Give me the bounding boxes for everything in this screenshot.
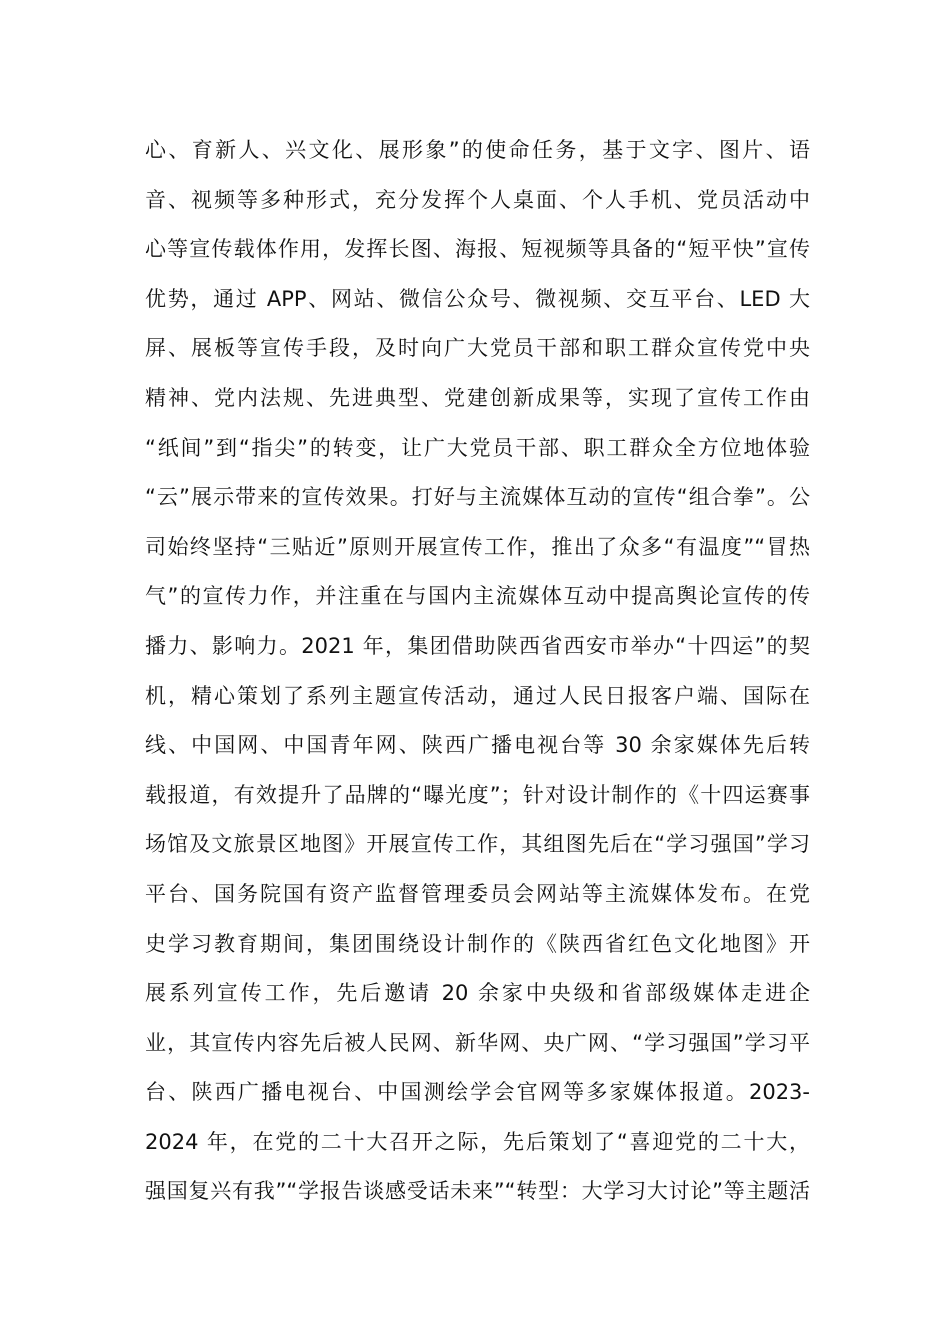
text-line: 音、视频等多种形式，充分发挥个人桌面、个人手机、党员活动中 [145,187,810,212]
text-line: 气”的宣传力作，并注重在与国内主流媒体互动中提高舆论宣传的传 [145,584,810,609]
text-line: 平台、国务院国有资产监督管理委员会网站等主流媒体发布。在党 [145,881,810,906]
text-line: 业，其宣传内容先后被人民网、新华网、央广网、“学习强国”学习平 [145,1030,810,1055]
text-line: 展系列宣传工作，先后邀请 20 余家中央级和省部级媒体走进企 [145,981,810,1006]
text-line: 强国复兴有我”“学报告谈感受话未来”“转型：大学习大讨论”等主题活 [145,1179,810,1204]
text-line: 2024 年，在党的二十大召开之际，先后策划了“喜迎党的二十大， [145,1129,810,1154]
text-line: 场馆及文旅景区地图》开展宣传工作，其组图先后在“学习强国”学习 [145,832,810,857]
text-line: 心、育新人、兴文化、展形象”的使命任务，基于文字、图片、语 [145,138,810,162]
text-line: 史学习教育期间，集团围绕设计制作的《陕西省红色文化地图》开 [145,931,810,956]
text-line: 台、陕西广播电视台、中国测绘学会官网等多家媒体报道。2023- [145,1080,810,1105]
body-paragraph [145,126,810,1217]
text-line: 精神、党内法规、先进典型、党建创新成果等，实现了宣传工作由 [145,385,810,410]
text-line: 优势，通过 APP、网站、微信公众号、微视频、交互平台、LED 大 [145,286,810,311]
text-line: 机，精心策划了系列主题宣传活动，通过人民日报客户端、国际在 [145,683,810,708]
text-line: 屏、展板等宣传手段，及时向广大党员干部和职工群众宣传党中央 [145,336,810,361]
text-line: 线、中国网、中国青年网、陕西广播电视台等 30 余家媒体先后转 [145,733,810,758]
text-line: “纸间”到“指尖”的转变，让广大党员干部、职工群众全方位地体验 [145,435,810,460]
text-line: “云”展示带来的宣传效果。打好与主流媒体互动的宣传“组合拳”。公 [145,485,810,510]
text-line: 载报道，有效提升了品牌的“曝光度”；针对设计制作的《十四运赛事 [145,782,810,807]
text-line: 播力、影响力。2021 年，集团借助陕西省西安市举办“十四运”的契 [145,633,810,658]
text-line: 司始终坚持“三贴近”原则开展宣传工作，推出了众多“有温度”“冒热 [145,534,810,559]
text-line: 心等宣传载体作用，发挥长图、海报、短视频等具备的“短平快”宣传 [145,237,810,262]
